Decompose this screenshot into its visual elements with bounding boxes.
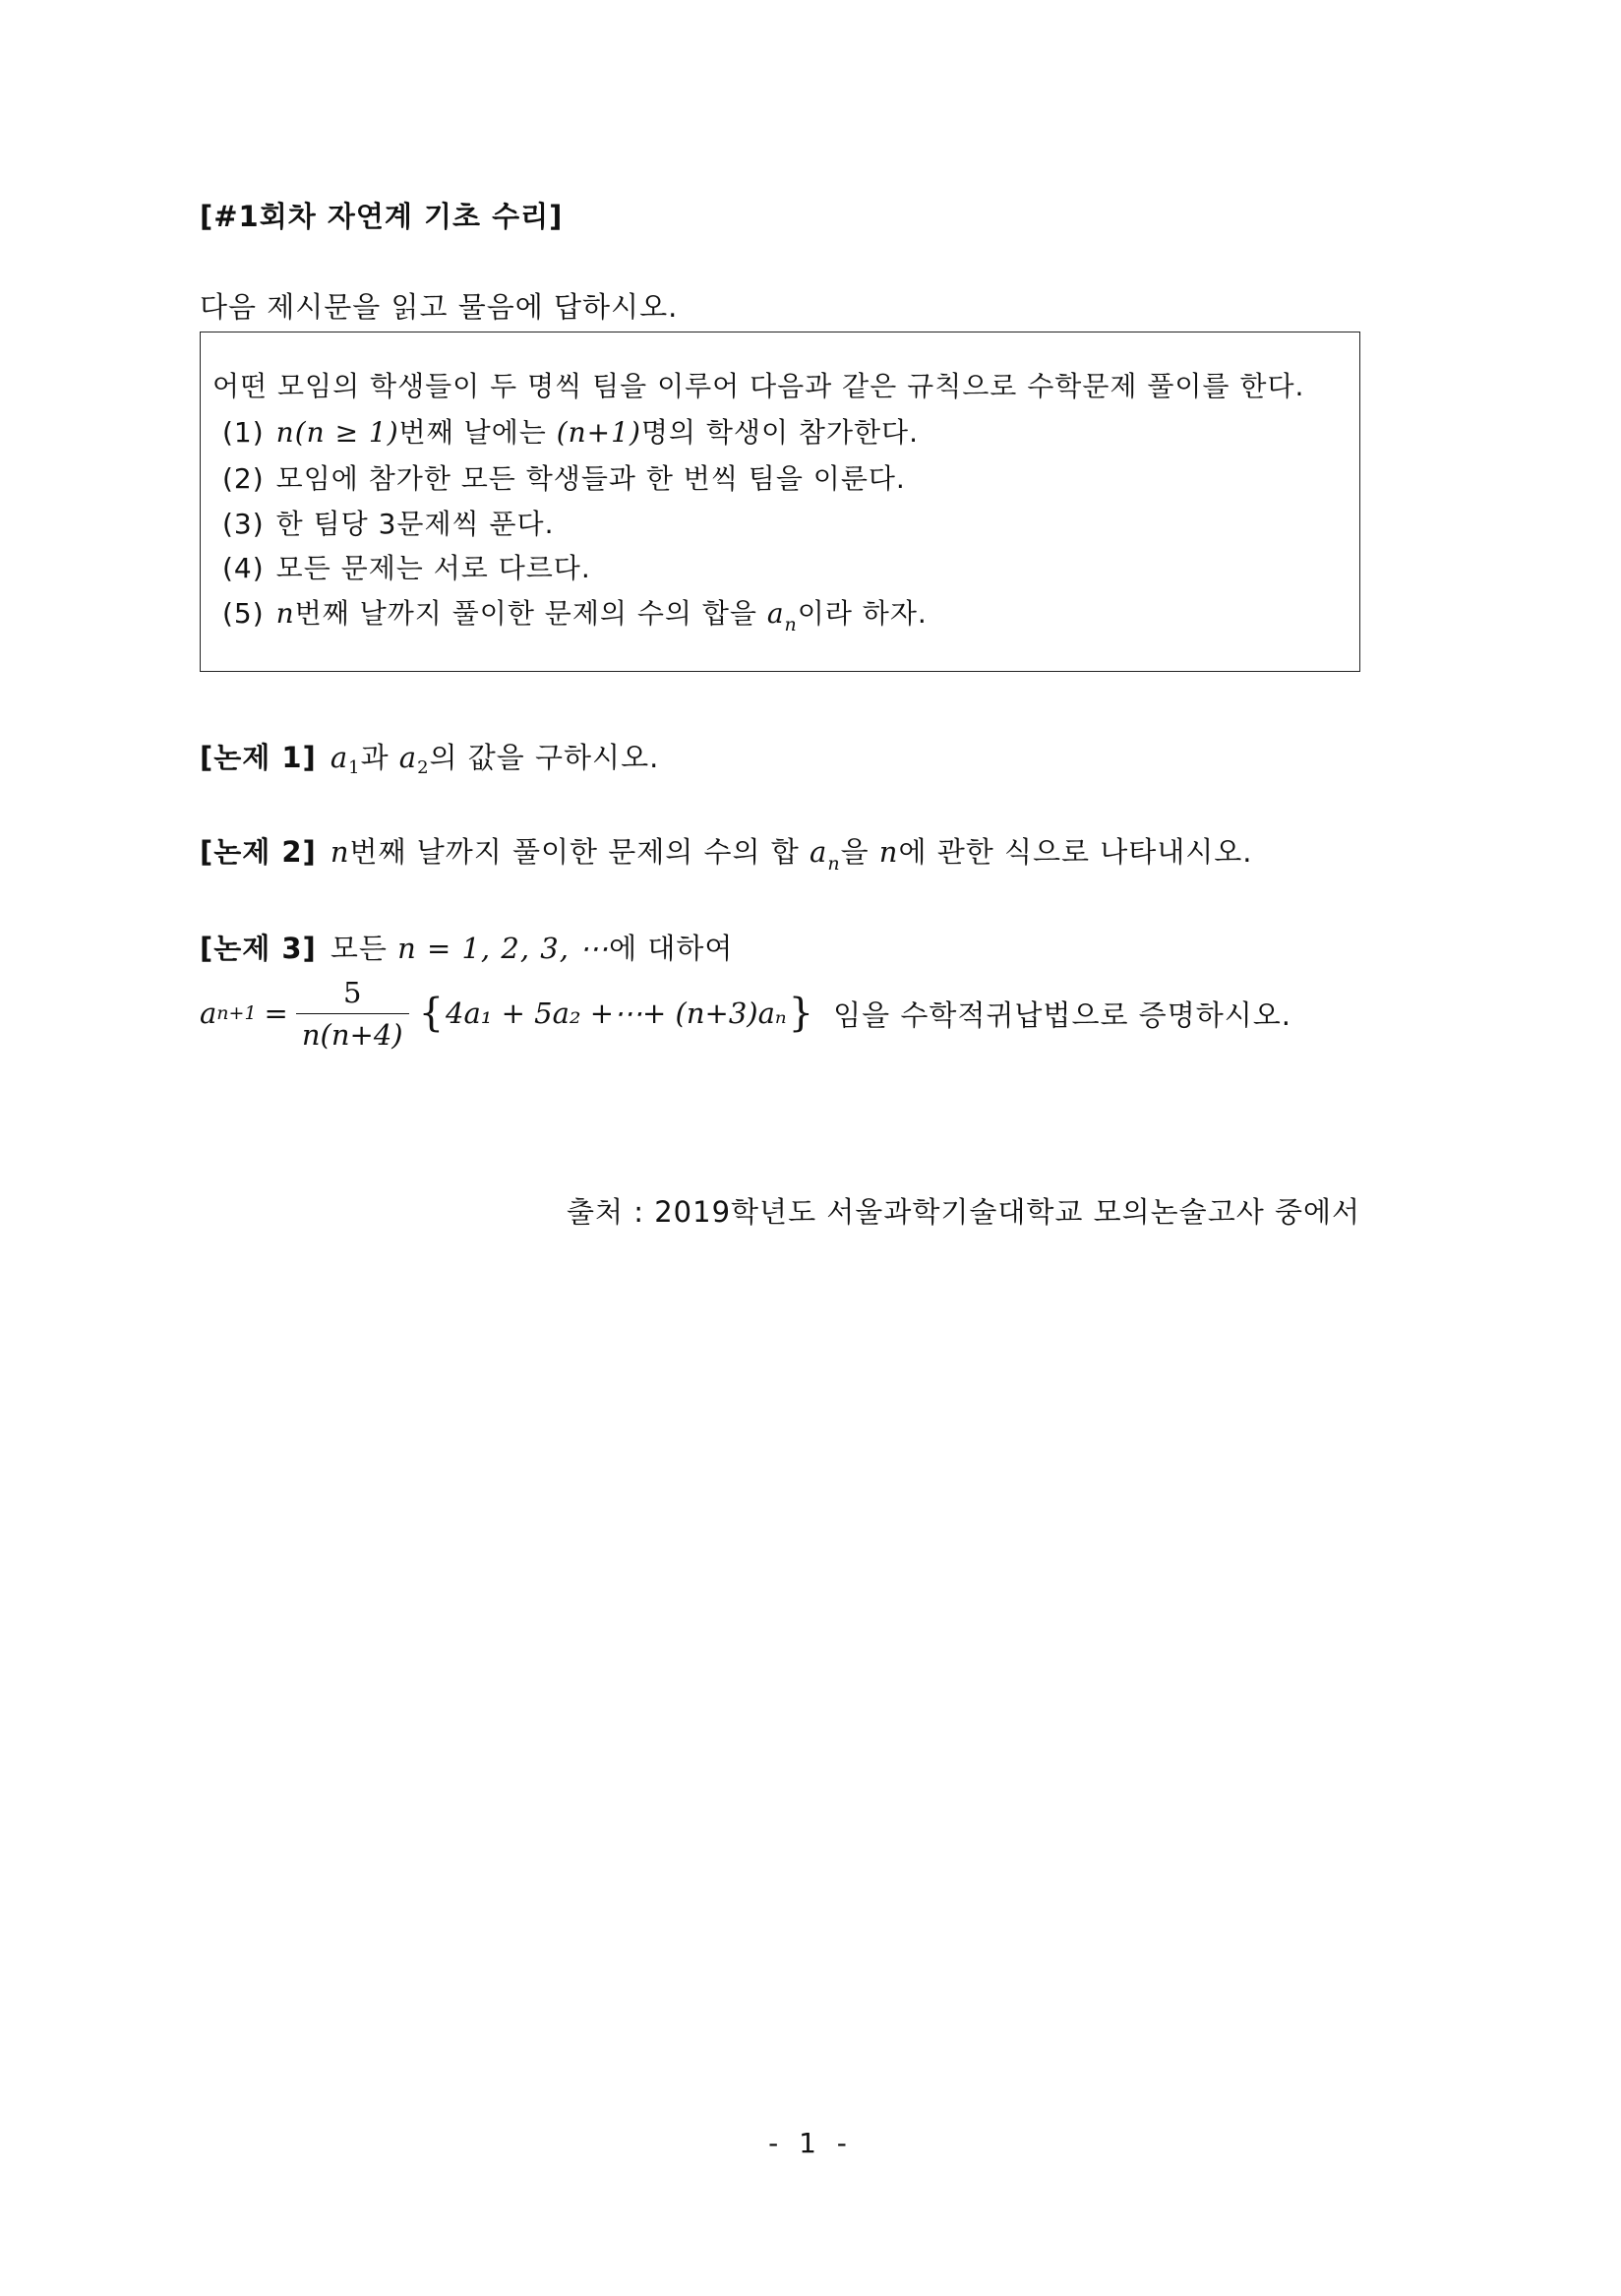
formula-equals: = [264, 997, 288, 1030]
formula-lhs-subscript: n+1 [216, 1002, 257, 1024]
question-1 [200, 736, 659, 778]
formula-body: 4a₁ + 5a₂ +⋯+ (n+3)aₙ [446, 997, 787, 1030]
passage-intro: 어떤 모임의 학생들이 두 명씩 팀을 이루어 다음과 같은 규칙으로 수학문제 풀이를 한다. [212, 370, 1305, 402]
question-label: [논제 2] [200, 835, 317, 869]
question-math-subscript: n [827, 853, 841, 875]
question-math: a [330, 741, 349, 774]
question-text: 번째 날까지 풀이한 문제의 수의 합 [349, 835, 810, 869]
formula-lhs: a [200, 997, 217, 1030]
rule-math: (n+1) [556, 416, 641, 449]
formula-fraction [296, 976, 409, 1052]
page-number: - 1 - [768, 2127, 853, 2159]
rule-math: a [766, 597, 785, 630]
rule-number: (5) [222, 597, 265, 630]
question-2 [200, 830, 1253, 875]
question-math: n = 1, 2, 3, ⋯ [397, 932, 610, 965]
instruction-text: 다음 제시문을 읽고 물음에 답하시오. [200, 290, 679, 324]
rule-2 [222, 457, 906, 497]
rule-number: (2) [222, 462, 265, 495]
question-text: 에 관한 식으로 나타내시오. [898, 835, 1253, 869]
rule-4 [222, 547, 591, 586]
formula-suffix: 임을 수학적귀납법으로 증명하시오. [833, 997, 1291, 1032]
page-title: [#1회차 자연계 기초 수리] [200, 200, 564, 233]
rule-text: 명의 학생이 참가한다. [640, 416, 920, 449]
rule-math-subscript: n [784, 614, 798, 635]
rule-text: 한 팀당 3문제씩 푼다. [275, 508, 555, 540]
rule-5 [222, 592, 928, 635]
rule-number: (3) [222, 508, 265, 540]
question-label: [논제 3] [200, 932, 317, 965]
question-math-subscript: 2 [417, 757, 430, 778]
rule-text: 모든 문제는 서로 다르다. [275, 552, 591, 584]
rule-text: 모임에 참가한 모든 학생들과 한 번씩 팀을 이룬다. [275, 462, 906, 495]
induction-formula [200, 964, 1291, 1062]
question-math: a [810, 835, 828, 869]
question-math: a [398, 741, 418, 774]
left-brace: { [418, 991, 445, 1036]
question-text: 에 대하여 [609, 932, 734, 965]
question-text: 과 [360, 741, 399, 774]
rule-1 [222, 411, 919, 451]
source-citation: 출처 : 2019학년도 서울과학기술대학교 모의논술고사 중에서 [567, 1195, 1360, 1229]
question-math: n [330, 835, 350, 869]
passage-box [200, 332, 1360, 672]
question-math-subscript: 1 [348, 757, 361, 778]
question-text: 을 [840, 835, 879, 869]
fraction-numerator: 5 [343, 975, 362, 1009]
rule-text: 이라 하자. [797, 597, 928, 630]
rule-number: (1) [222, 416, 265, 449]
rule-text: 번째 날까지 풀이한 문제의 수의 합을 [294, 597, 767, 630]
question-text: 모든 [330, 932, 398, 965]
right-brace: } [788, 991, 814, 1036]
rule-number: (4) [222, 552, 265, 584]
rule-math: n(n ≥ 1) [275, 416, 399, 449]
rule-3 [222, 503, 554, 542]
question-text: 의 값을 구하시오. [429, 741, 660, 774]
fraction-denominator: n(n+4) [296, 1013, 409, 1052]
question-math: n [878, 835, 899, 869]
question-3 [200, 927, 733, 967]
rule-math: n [275, 597, 295, 630]
rule-text: 번째 날에는 [398, 416, 557, 449]
question-label: [논제 1] [200, 741, 317, 774]
